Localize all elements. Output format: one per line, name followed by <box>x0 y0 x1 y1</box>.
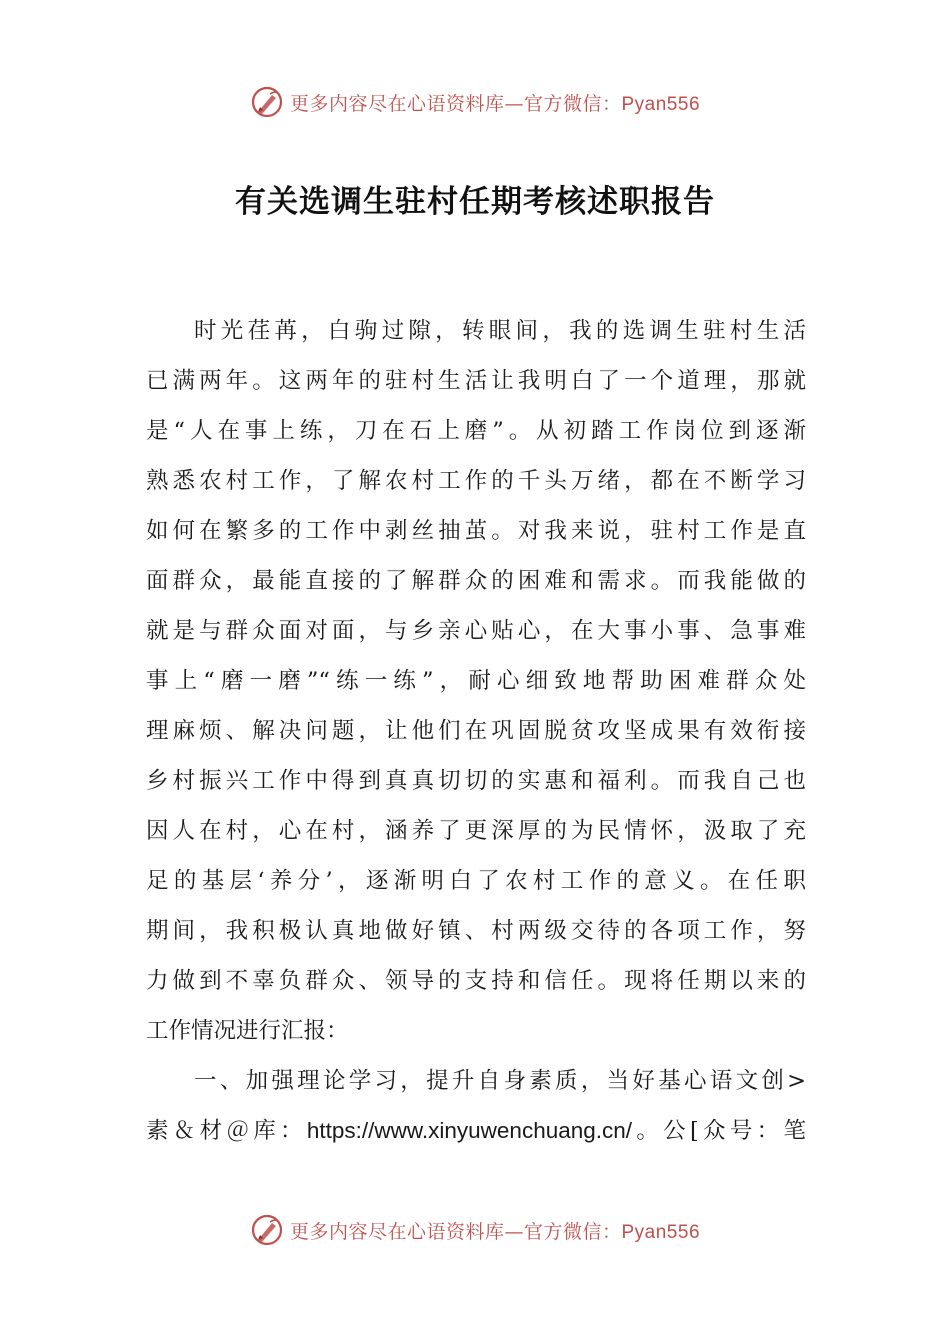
url-prefix: 素＆材＠库： <box>146 1118 307 1144</box>
body-line: 期间，我积极认真地做好镇、村两级交待的各项工作，努 <box>146 918 806 944</box>
section-heading-line: 一、加强理论学习，提升自身素质，当好基心语文创> <box>194 1068 806 1094</box>
banner-text: 更多内容尽在心语资料库—官方微信：Pyan556 <box>289 1220 701 1243</box>
body-line: 力做到不辜负群众、领导的支持和信任。现将任期以来的 <box>146 968 806 994</box>
body-line: 已满两年。这两年的驻村生活让我明白了一个道理，那就 <box>146 368 806 394</box>
header-banner <box>0 78 950 126</box>
body-line: 如何在繁多的工作中剥丝抽茧。对我来说，驻村工作是直 <box>146 518 806 544</box>
url-suffix: 。公[众号：笔 <box>632 1118 806 1144</box>
body-line: 熟悉农村工作，了解农村工作的千头万绪，都在不断学习 <box>146 468 806 494</box>
banner-handle: Pyan556 <box>621 1221 701 1243</box>
banner-text: 更多内容尽在心语资料库—官方微信：Pyan556 <box>289 92 701 115</box>
banner-handle: Pyan556 <box>621 93 701 115</box>
document-body <box>146 306 806 1156</box>
source-url-link[interactable]: https://www.xinyuwenchuang.cn/ <box>306 1118 633 1143</box>
document-title: 有关选调生驻村任期考核述职报告 <box>235 184 715 220</box>
body-line: 理麻烦、解决问题，让他们在巩固脱贫攻坚成果有效衔接 <box>146 718 806 744</box>
body-line-url <box>146 1106 806 1156</box>
body-line: 事上“磨一磨”“练一练”，耐心细致地帮助困难群众处 <box>146 668 806 694</box>
body-line: 是“人在事上练，刀在石上磨”。从初踏工作岗位到逐渐 <box>146 418 806 444</box>
pen-logo-icon <box>250 1213 284 1247</box>
pen-logo-icon <box>250 85 284 119</box>
body-line: 面群众，最能直接的了解群众的困难和需求。而我能做的 <box>146 568 806 594</box>
body-line: 乡村振兴工作中得到真真切切的实惠和福利。而我自己也 <box>146 768 806 794</box>
body-line: 足的基层‘养分’，逐渐明白了农村工作的意义。在任职 <box>146 868 806 894</box>
body-line: 就是与群众面对面，与乡亲心贴心，在大事小事、急事难 <box>146 618 806 644</box>
body-line: 因人在村，心在村，涵养了更深厚的为民情怀，汲取了充 <box>146 818 806 844</box>
footer-banner <box>0 1206 950 1254</box>
body-line: 工作情况进行汇报： <box>146 1018 349 1044</box>
body-line: 时光荏苒，白驹过隙，转眼间，我的选调生驻村生活 <box>194 318 806 344</box>
